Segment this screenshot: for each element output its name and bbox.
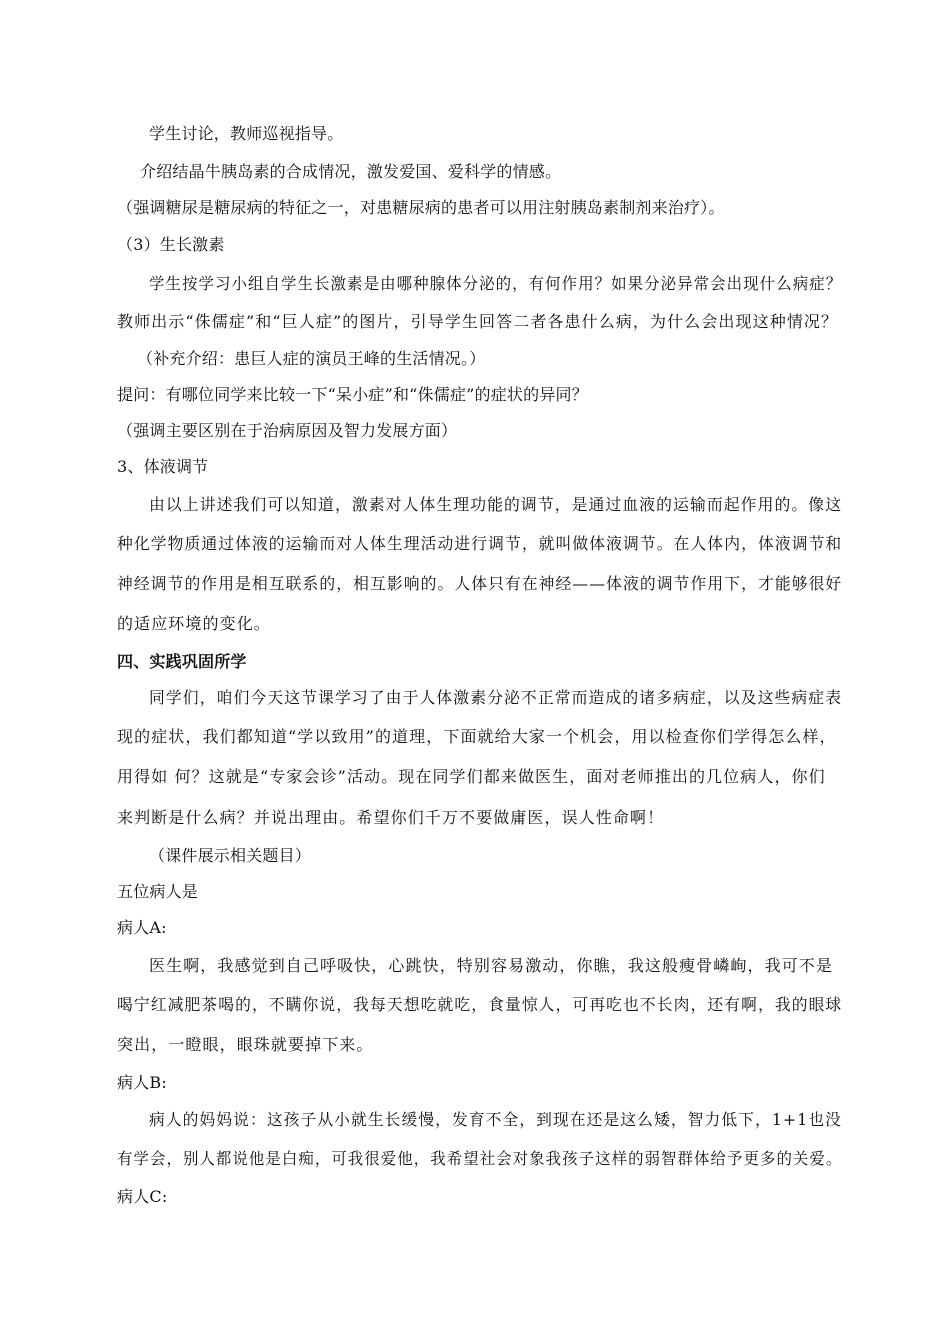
text-line: 神经调节的作用是相互联系的，相互影响的。人体只有在神经——体液的调节作用下，才能够很好: [117, 574, 843, 593]
text-line: （强调主要区别在于治病原因及智力发展方面）: [117, 421, 458, 440]
patient-label: 病人B:: [117, 1073, 167, 1092]
text-line: 突出，一瞪眼，眼珠就要掉下来。: [117, 1035, 374, 1054]
text-line: 医生啊，我感觉到自己呼吸快，心跳快，特别容易激动，你瞧，我这般瘦骨嶙峋，我可不是: [149, 956, 834, 975]
section-heading: 3、体液调节: [117, 457, 209, 476]
text-line: （课件展示相关题目）: [149, 846, 312, 865]
text-line: （补充介绍：患巨人症的演员王峰的生活情况。）: [137, 349, 486, 368]
section-heading: （3）生长激素: [117, 235, 225, 254]
text-line: 来判断是什么病？并说出理由。希望你们千万不要做庸医，误人性命啊！: [117, 808, 665, 827]
text-line: 的适应环境的变化。: [117, 614, 271, 633]
text-line: 同学们，咱们今天这节课学习了由于人体激素分泌不正常而造成的诸多病症，以及这些病症表: [149, 688, 843, 707]
text-line: 学生按学习小组自学生长激素是由哪种腺体分泌的，有何作用？如果分泌异常会出现什么病症？: [149, 274, 843, 293]
text-line: 喝宁红减肥茶喝的，不瞒你说，我每天想吃就吃，食量惊人，可再吃也不长肉，还有啊，我的眼球: [117, 995, 843, 1014]
text-line: 提问：有哪位同学来比较一下“呆小症”和“侏儒症”的症状的异同？: [117, 385, 588, 404]
text-line: 学生讨论，教师巡视指导。: [149, 124, 344, 143]
text-line: 有学会，别人都说他是白痴，可我很爱他，我希望社会对象我孩子这样的弱智群体给予更多的关爱。: [117, 1149, 843, 1168]
patient-label: 病人C:: [117, 1187, 168, 1206]
text-line: 介绍结晶牛胰岛素的合成情况，激发爱国、爱科学的情感。: [140, 162, 562, 181]
text-line: 教师出示“侏儒症”和“巨人症”的图片，引导学生回答二者各患什么病，为什么会出现这种情况？: [117, 312, 839, 331]
text-line: 病人的妈妈说：这孩子从小就生长缓慢，发育不全，到现在还是这么矮，智力低下，1+1也没: [149, 1110, 842, 1129]
text-line: 现的症状，我们都知道“学以致用”的道理，下面就给大家一个机会，用以检查你们学得怎么样，: [117, 727, 837, 746]
text-line: 用得如 何？这就是“专家会诊”活动。现在同学们都来做医生，面对老师推出的几位病人，你们: [117, 767, 826, 786]
text-line: 由以上讲述我们可以知道，激素对人体生理功能的调节，是通过血液的运输而起作用的。像这: [149, 495, 843, 514]
section-heading: 四、实践巩固所学: [117, 652, 247, 671]
patient-label: 病人A:: [117, 918, 167, 937]
text-line: 种化学物质通过体液的运输而对人体生理活动进行调节，就叫做体液调节。在人体内，体液调节和: [117, 534, 843, 553]
text-line: （强调糖尿是糖尿病的特征之一，对患糖尿病的患者可以用注射胰岛素制剂来治疗）。: [117, 198, 725, 217]
text-line: 五位病人是: [117, 882, 199, 901]
